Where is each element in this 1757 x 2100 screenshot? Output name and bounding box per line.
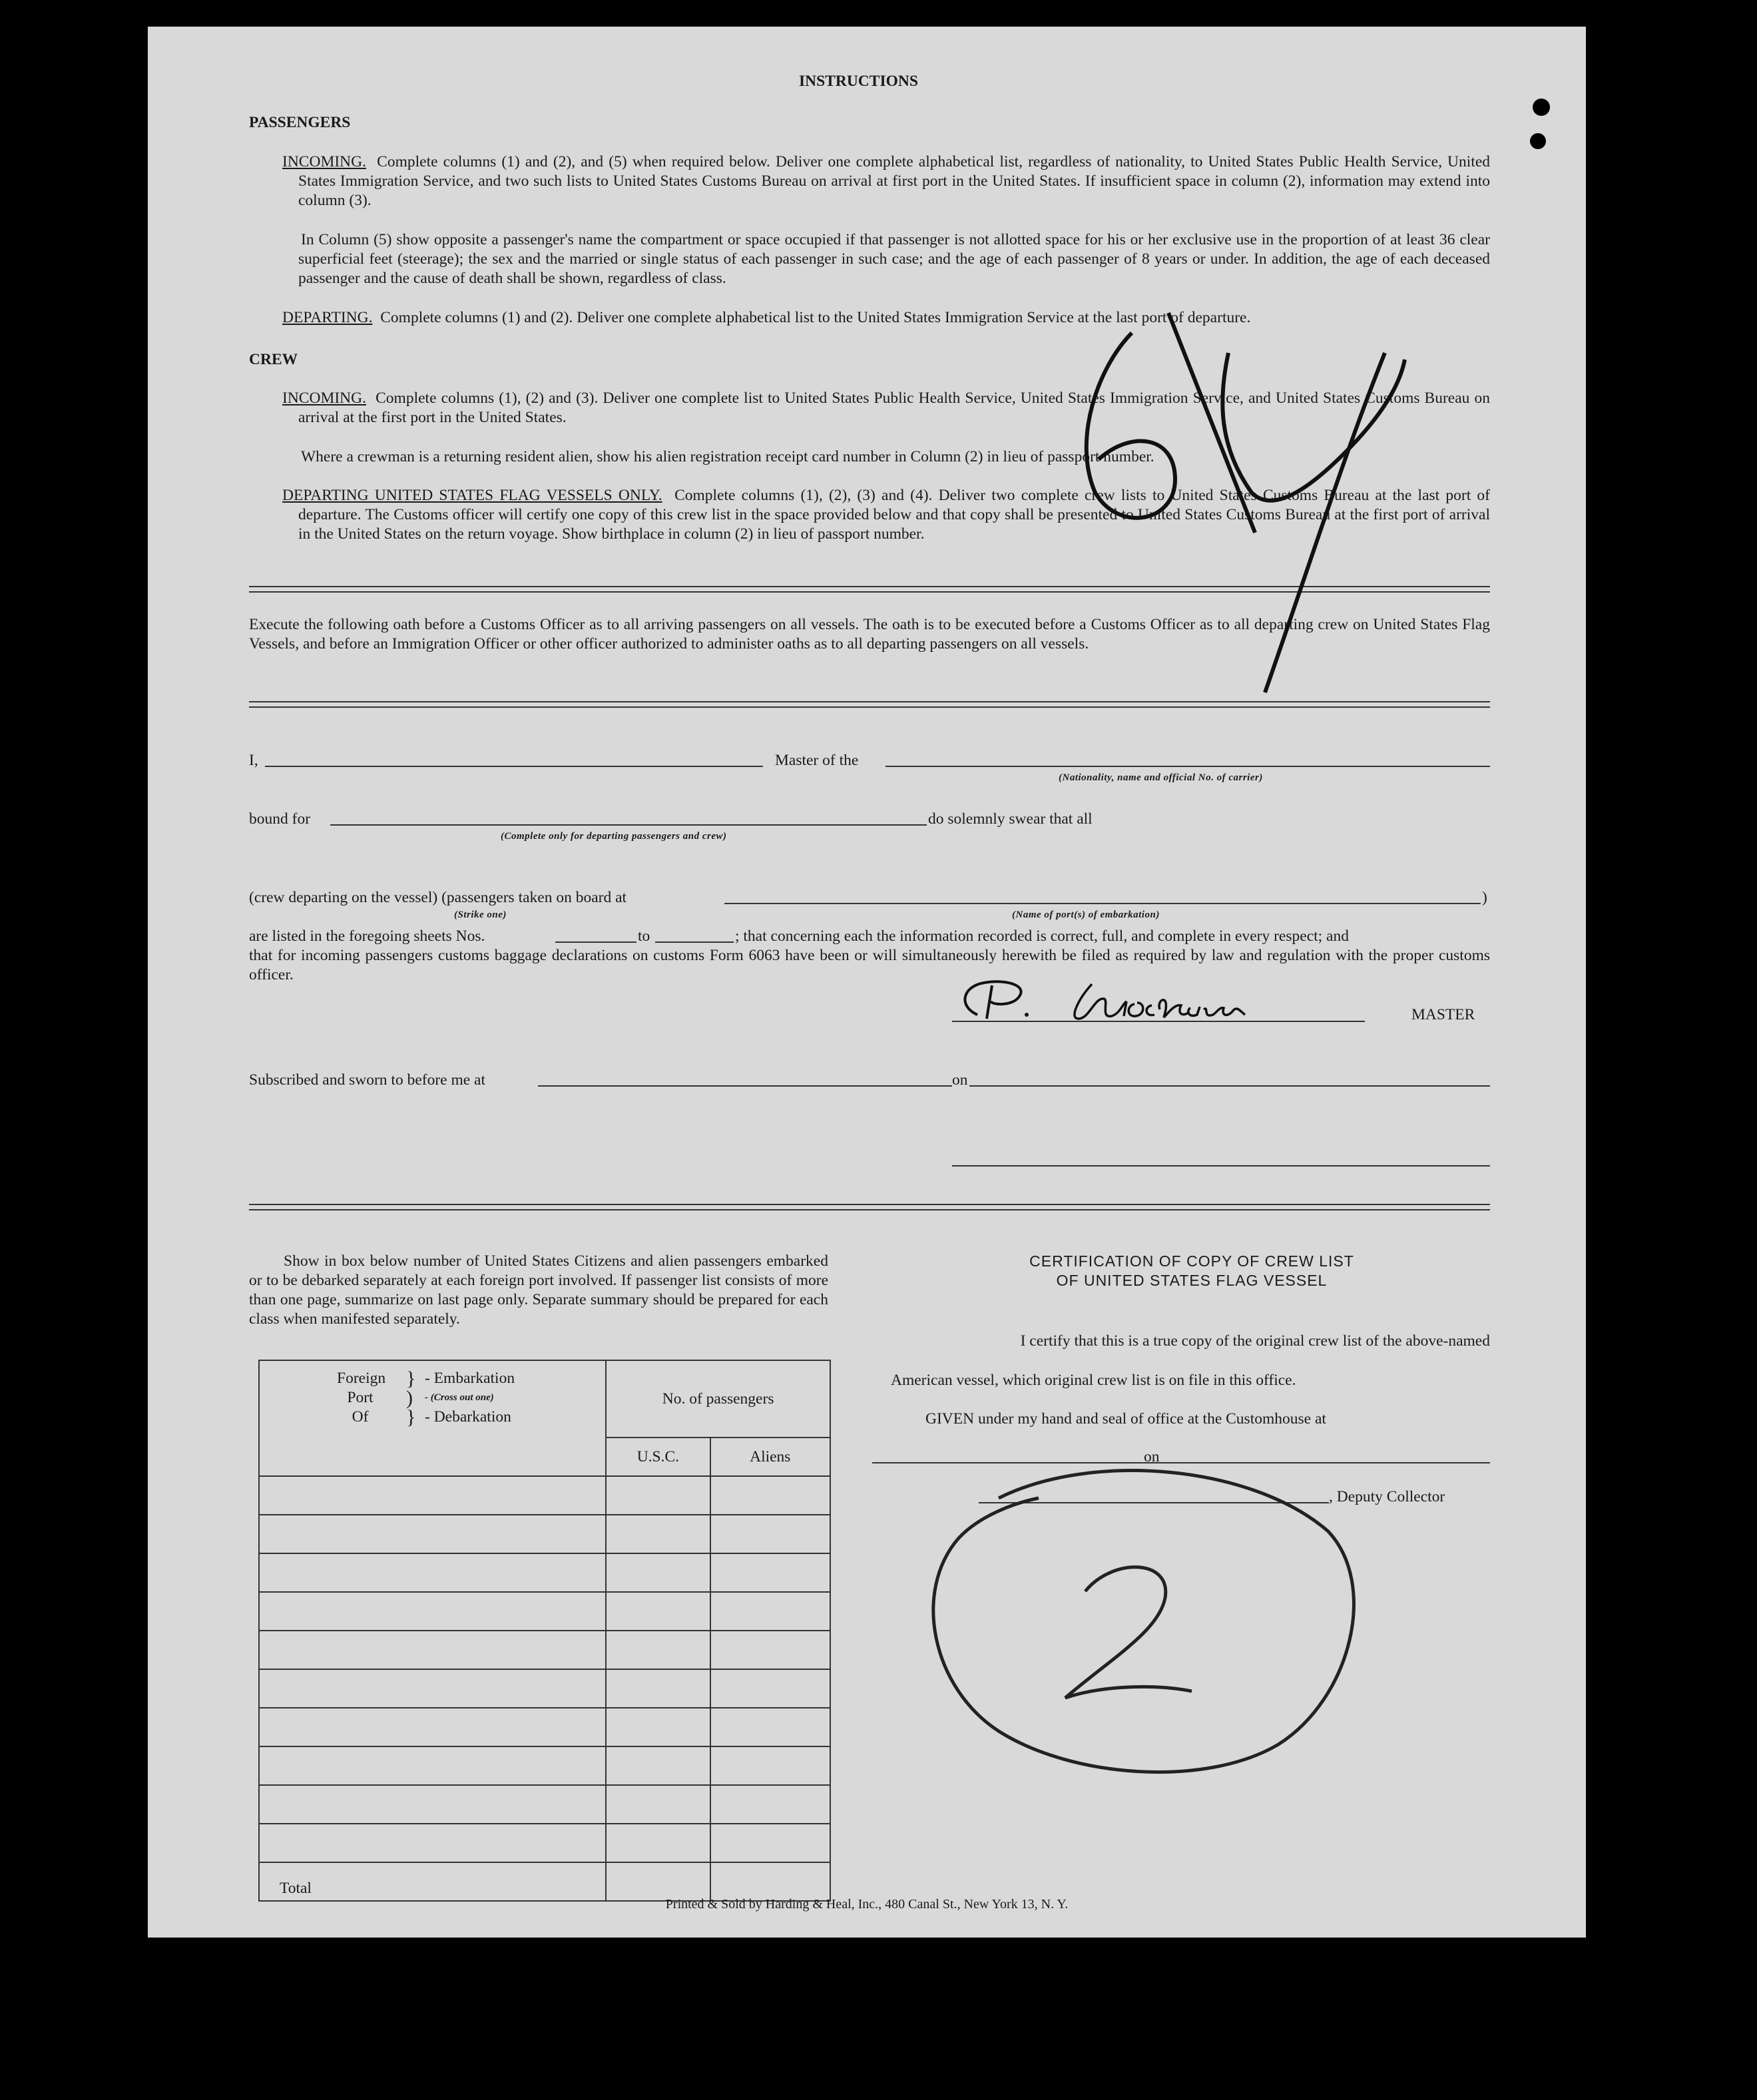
usc-cell[interactable]: [606, 1708, 710, 1746]
aliens-cell[interactable]: [710, 1592, 830, 1631]
total-label: Total: [259, 1862, 606, 1901]
crew-incoming-paragraph: [282, 389, 1490, 427]
usc-cell[interactable]: [606, 1515, 710, 1553]
customhouse-field[interactable]: [872, 1462, 1490, 1463]
passengers-incoming-text: Complete columns (1) and (2), and (5) when required below. Deliver one complete alphabetical list, regardless of nationality, to United States Public Health Service, United States Immigration Service, and two such lists to United States Customs Bureau on arrival at first port in the United States. If insufficient space in column (2), information may extend into column (3).: [298, 153, 1490, 209]
listed-sheets-label: are listed in the foregoing sheets Nos.: [249, 927, 485, 945]
certification-on-label: on: [1144, 1448, 1160, 1465]
divider-1: [249, 586, 1490, 593]
port-cell[interactable]: [259, 1592, 606, 1631]
deputy-collector-label: , Deputy Collector: [1329, 1488, 1445, 1505]
debarkation-label: - Debarkation: [425, 1408, 511, 1426]
punch-hole: [1530, 133, 1546, 149]
ports-field[interactable]: [724, 903, 1481, 904]
table-row: [259, 1746, 830, 1785]
port-cell[interactable]: [259, 1553, 606, 1592]
punch-hole: [1533, 99, 1550, 116]
passengers-incoming-paragraph: [282, 152, 1490, 210]
oath-intro: Execute the following oath before a Customs Officer as to all arriving passengers on all vessels. The oath is to be executed before a Customs Officer as to all departing crew on United States Flag Vessels, and before an Immigration Officer or other officer authorized to administer oaths as to all departing passengers on all vessels.: [249, 616, 1490, 653]
certification-line-3: GIVEN under my hand and seal of office at the Customhouse at: [925, 1410, 1326, 1428]
oath-i-label: I,: [249, 752, 258, 769]
usc-cell[interactable]: [606, 1824, 710, 1862]
port-label: Port: [347, 1389, 374, 1406]
usc-cell[interactable]: [606, 1553, 710, 1592]
officer-signature-field[interactable]: [952, 1165, 1490, 1167]
aliens-cell[interactable]: [710, 1669, 830, 1708]
port-cell[interactable]: [259, 1515, 606, 1553]
listed-to-label: to: [638, 927, 650, 945]
usc-cell[interactable]: [606, 1669, 710, 1708]
master-label: MASTER: [1411, 1006, 1475, 1023]
aliens-cell[interactable]: [710, 1631, 830, 1669]
aliens-cell[interactable]: [710, 1476, 830, 1515]
subscribed-on-label: on: [952, 1071, 968, 1089]
sheet-to-field[interactable]: [655, 941, 734, 943]
summary-instructions: Show in box below number of United States Citizens and alien passengers embarked or to be debarked separately at each foreign port involved. If passenger list consists of more than one page, summarize on last page only. Separate summary should be prepared for each class when manifested separately.: [249, 1252, 828, 1328]
aliens-cell[interactable]: [710, 1708, 830, 1746]
port-cell[interactable]: [259, 1708, 606, 1746]
of-label: Of: [352, 1408, 369, 1426]
foreign-label: Foreign: [337, 1370, 386, 1387]
crew-departing-text: Complete columns (1), (2), (3) and (4). Deliver two complete crew lists to United States Customs Bureau at the last port of departure. The Customs officer will certify one copy of this crew list in the space provided below and that copy shall be presented to United States Customs Bureau at the first port of arrival in the United States on the return voyage. Show birthplace in column (2) in lieu of passport number.: [298, 487, 1491, 543]
passengers-departing-paragraph: [282, 308, 1490, 328]
port-cell[interactable]: [259, 1669, 606, 1708]
aliens-cell[interactable]: [710, 1553, 830, 1592]
passengers-heading: PASSENGERS: [249, 114, 351, 131]
crew-departing-paragraph: [282, 486, 1491, 544]
close-paren: ): [1482, 889, 1487, 906]
bound-for-label: bound for: [249, 810, 311, 828]
column5-paragraph: In Column (5) show opposite a passenger's name the compartment or space occupied if that passenger is not allotted space for his or her exclusive use in the proportion of at least 36 clear superficial feet (steerage); the sex and the married or single status of each passenger in such case; and the age of each passenger of 8 years or under. In addition, the age of each deceased passenger and the cause of death shall be shown, regardless of class.: [298, 231, 1490, 287]
usc-cell[interactable]: [606, 1785, 710, 1824]
aliens-cell[interactable]: [710, 1746, 830, 1785]
crew-passengers-label: (crew departing on the vessel) (passengers taken on board at: [249, 889, 627, 906]
certification-line-2: American vessel, which original crew list is on file in this office.: [891, 1372, 1296, 1389]
ports-note: (Name of port(s) of embarkation): [1012, 910, 1160, 920]
aliens-header: Aliens: [710, 1438, 830, 1476]
swear-label: do solemnly swear that all: [928, 810, 1093, 828]
certification-line-1: I certify that this is a true copy of the original crew list of the above-named: [1020, 1332, 1490, 1350]
passengers-incoming-label: INCOMING.: [282, 153, 366, 170]
port-cell[interactable]: [259, 1785, 606, 1824]
bound-for-field[interactable]: [330, 824, 927, 826]
baggage-statement: that for incoming passengers customs baggage declarations on customs Form 6063 have been or will simultaneously herewith be filed as required by law and regulation with the proper customs officer.: [249, 947, 1490, 983]
table-row: [259, 1785, 830, 1824]
port-cell[interactable]: [259, 1476, 606, 1515]
carrier-note: (Nationality, name and official No. of carrier): [1059, 772, 1263, 783]
deputy-collector-field[interactable]: [979, 1502, 1329, 1503]
aliens-cell[interactable]: [710, 1785, 830, 1824]
port-cell[interactable]: [259, 1746, 606, 1785]
table-row: [259, 1515, 830, 1553]
passengers-departing-label: DEPARTING.: [282, 309, 373, 326]
table-row: [259, 1553, 830, 1592]
usc-cell[interactable]: [606, 1476, 710, 1515]
strike-one-note: (Strike one): [454, 910, 507, 920]
subscribed-label: Subscribed and sworn to before me at: [249, 1071, 486, 1089]
table-row: [259, 1592, 830, 1631]
brace-icon: } ) }: [406, 1368, 416, 1428]
cross-out-note: - (Cross out one): [425, 1392, 494, 1403]
table-row: [259, 1476, 830, 1515]
master-name-field[interactable]: [265, 766, 763, 767]
crew-incoming-text: Complete columns (1), (2) and (3). Deliver one complete list to United States Public Health Service, United States Immigration Service, and United States Customs Bureau on arrival at the first port in the United States.: [298, 390, 1490, 426]
usc-cell[interactable]: [606, 1746, 710, 1785]
bound-for-note: (Complete only for departing passengers and crew): [501, 831, 727, 842]
port-header-cell: [259, 1360, 606, 1476]
subscribed-date-field[interactable]: [969, 1085, 1490, 1087]
embarkation-label: - Embarkation: [425, 1370, 515, 1387]
divider-2: [249, 701, 1490, 708]
master-of-label: Master of the: [775, 752, 859, 769]
certification-title-1: CERTIFICATION OF COPY OF CREW LIST: [1029, 1252, 1354, 1270]
usc-cell[interactable]: [606, 1631, 710, 1669]
listed-statement: ; that concerning each the information recorded is correct, full, and complete in every respect; and: [735, 927, 1349, 945]
sheet-from-field[interactable]: [555, 941, 636, 943]
crew-resident-paragraph: Where a crewman is a returning resident alien, show his alien registration receipt card number in Column (2) in lieu of passport number.: [301, 448, 1154, 465]
table-row: [259, 1824, 830, 1862]
table-row: [259, 1669, 830, 1708]
certification-title-2: OF UNITED STATES FLAG VESSEL: [1056, 1272, 1328, 1289]
no-passengers-header: No. of passengers: [606, 1360, 830, 1438]
usc-cell[interactable]: [606, 1592, 710, 1631]
port-cell[interactable]: [259, 1824, 606, 1862]
aliens-cell[interactable]: [710, 1824, 830, 1862]
carrier-field[interactable]: [885, 766, 1490, 767]
instructions-title: INSTRUCTIONS: [799, 73, 918, 90]
usc-header: U.S.C.: [606, 1438, 710, 1476]
crew-heading: CREW: [249, 351, 298, 368]
crew-departing-label: DEPARTING UNITED STATES FLAG VESSELS ONLY.: [282, 487, 662, 504]
divider-3: [249, 1204, 1490, 1210]
port-cell[interactable]: [259, 1631, 606, 1669]
table-row: [259, 1631, 830, 1669]
passenger-summary-table: [258, 1360, 831, 1902]
aliens-cell[interactable]: [710, 1515, 830, 1553]
table-row: [259, 1708, 830, 1746]
passengers-departing-text: Complete columns (1) and (2). Deliver one complete alphabetical list to the United States Immigration Service at the last port of departure.: [380, 309, 1251, 326]
crew-incoming-label: INCOMING.: [282, 390, 366, 407]
subscribed-place-field[interactable]: [538, 1085, 952, 1087]
printer-footer: Printed & Sold by Harding & Heal, Inc., 480 Canal St., New York 13, N. Y.: [665, 1897, 1069, 1912]
